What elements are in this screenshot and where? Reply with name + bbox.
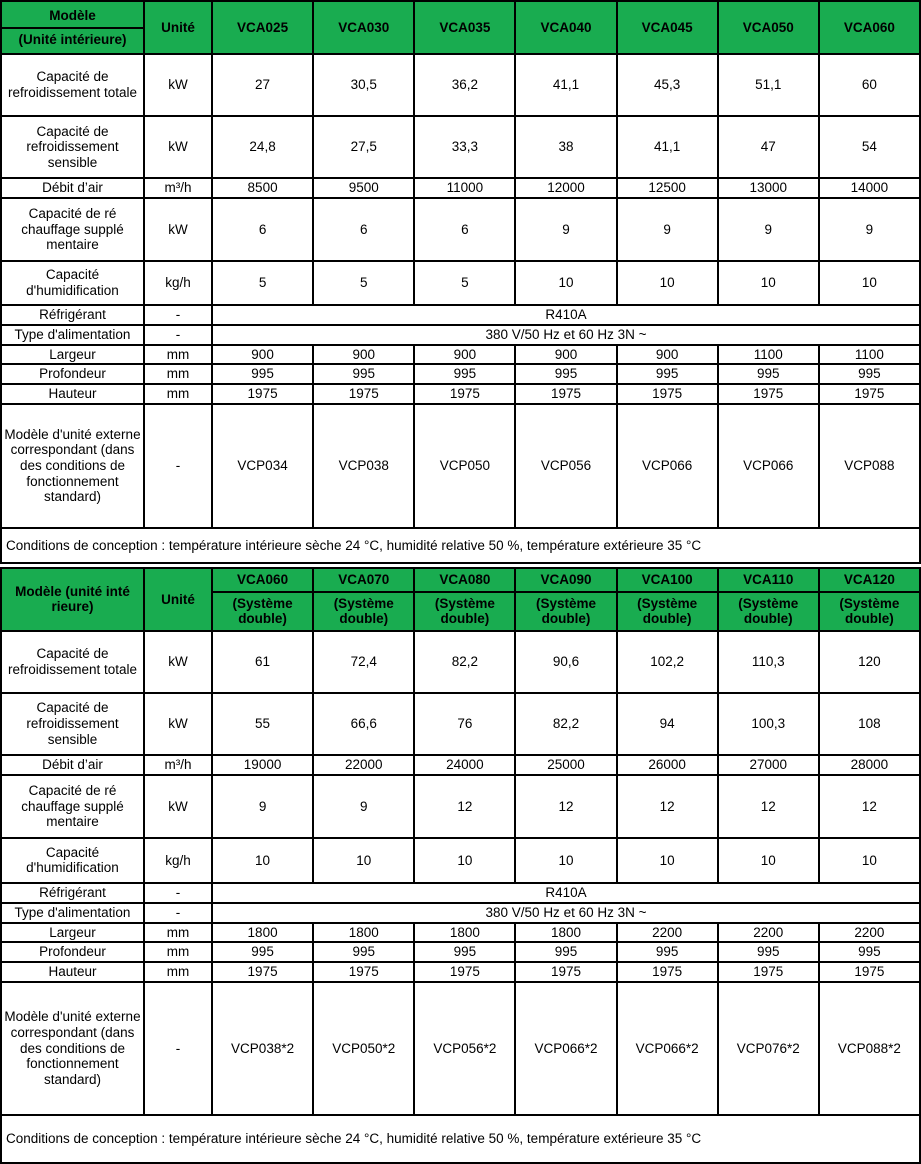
row-unit: - xyxy=(144,305,212,325)
table-row xyxy=(1,838,920,883)
model-column-header: VCA045 xyxy=(617,1,718,54)
cell-value: 9 xyxy=(819,198,920,261)
model-suffix: (Système double) xyxy=(637,595,698,627)
cell-value: 9 xyxy=(515,198,616,261)
cell-value: 10 xyxy=(819,838,920,883)
row-label: Hauteur xyxy=(1,384,144,404)
cell-value: 900 xyxy=(212,345,313,365)
unit-header-cell: Unité xyxy=(144,568,212,631)
cell-value: 1975 xyxy=(414,384,515,404)
row-span-value: 380 V/50 Hz et 60 Hz 3N ~ xyxy=(212,903,920,923)
cell-value: 28000 xyxy=(819,755,920,775)
cell-value: 6 xyxy=(414,198,515,261)
model-name: VCA060 xyxy=(213,570,312,593)
cell-value: 41,1 xyxy=(617,116,718,178)
model-column-header: VCA025 xyxy=(212,1,313,54)
cell-value: 26000 xyxy=(617,755,718,775)
row-label: Largeur xyxy=(1,923,144,943)
table-row xyxy=(1,631,920,693)
cell-value: 9 xyxy=(617,198,718,261)
row-unit: mm xyxy=(144,345,212,365)
cell-value: 900 xyxy=(414,345,515,365)
cell-value: 110,3 xyxy=(718,631,819,693)
cell-value: VCP034 xyxy=(212,404,313,528)
cell-value: 102,2 xyxy=(617,631,718,693)
single-system-spec-table xyxy=(0,0,921,564)
table-row xyxy=(1,404,920,528)
table-row xyxy=(1,364,920,384)
row-span-value: R410A xyxy=(212,883,920,903)
cell-value: 1975 xyxy=(819,384,920,404)
cell-value: 13000 xyxy=(718,178,819,198)
cell-value: 995 xyxy=(819,942,920,962)
cell-value: 1800 xyxy=(313,923,414,943)
row-span-value: 380 V/50 Hz et 60 Hz 3N ~ xyxy=(212,325,920,345)
cell-value: VCP050 xyxy=(414,404,515,528)
row-label: Profondeur xyxy=(1,942,144,962)
cell-value: 10 xyxy=(718,261,819,305)
cell-value: 14000 xyxy=(819,178,920,198)
cell-value: 1975 xyxy=(617,384,718,404)
row-label: Profondeur xyxy=(1,364,144,384)
row-label: Capacité de refroidissement totale xyxy=(1,54,144,116)
model-name: VCA090 xyxy=(516,570,615,593)
cell-value: VCP088*2 xyxy=(819,982,920,1115)
model-header-line1: Modèle xyxy=(2,6,143,29)
cell-value: 108 xyxy=(819,693,920,755)
cell-value: 900 xyxy=(313,345,414,365)
cell-value: 900 xyxy=(617,345,718,365)
cell-value: 12 xyxy=(414,775,515,838)
cell-value: 9 xyxy=(718,198,819,261)
cell-value: 82,2 xyxy=(515,693,616,755)
cell-value: VCP088 xyxy=(819,404,920,528)
row-unit: mm xyxy=(144,364,212,384)
model-name: VCA070 xyxy=(314,570,413,593)
row-unit: kW xyxy=(144,631,212,693)
cell-value: 10 xyxy=(819,261,920,305)
cell-value: 10 xyxy=(212,838,313,883)
row-label: Largeur xyxy=(1,345,144,365)
cell-value: 19000 xyxy=(212,755,313,775)
cell-value: 11000 xyxy=(414,178,515,198)
row-label: Type d'alimentation xyxy=(1,903,144,923)
cell-value: 2200 xyxy=(718,923,819,943)
cell-value: 10 xyxy=(414,838,515,883)
row-label: Réfrigérant xyxy=(1,305,144,325)
cell-value: 33,3 xyxy=(414,116,515,178)
model-column-header xyxy=(313,568,414,631)
table-row xyxy=(1,982,920,1115)
cell-value: 995 xyxy=(819,364,920,384)
model-name: VCA120 xyxy=(820,570,919,593)
cell-value: 54 xyxy=(819,116,920,178)
single-system-table-header xyxy=(1,1,920,54)
cell-value: 10 xyxy=(515,838,616,883)
cell-value: 2200 xyxy=(819,923,920,943)
table-row xyxy=(1,54,920,116)
cell-value: 66,6 xyxy=(313,693,414,755)
cell-value: 995 xyxy=(718,942,819,962)
cell-value: 47 xyxy=(718,116,819,178)
table-row xyxy=(1,883,920,903)
model-name: VCA080 xyxy=(415,570,514,593)
row-unit: kW xyxy=(144,775,212,838)
row-label: Capacité de ré chauffage supplé mentaire xyxy=(1,198,144,261)
cell-value: 1100 xyxy=(819,345,920,365)
cell-value: 1975 xyxy=(515,384,616,404)
table-row xyxy=(1,198,920,261)
model-suffix: (Système double) xyxy=(535,595,597,627)
cell-value: 5 xyxy=(414,261,515,305)
cell-value: 51,1 xyxy=(718,54,819,116)
design-conditions-note: Conditions de conception : température intérieure sèche 24 °C, humidité relative 50 %, température extérieure 35 °C xyxy=(1,1115,920,1163)
row-label: Capacité de ré chauffage supplé mentaire xyxy=(1,775,144,838)
double-system-table-header xyxy=(1,568,920,631)
cell-value: 90,6 xyxy=(515,631,616,693)
table-row xyxy=(1,903,920,923)
row-unit: mm xyxy=(144,384,212,404)
cell-value: 61 xyxy=(212,631,313,693)
cell-value: 10 xyxy=(718,838,819,883)
model-column-header: VCA060 xyxy=(819,1,920,54)
design-conditions-note: Conditions de conception : température intérieure sèche 24 °C, humidité relative 50 %, température extérieure 35 °C xyxy=(1,528,920,563)
cell-value: 27 xyxy=(212,54,313,116)
model-column-header xyxy=(718,568,819,631)
cell-value: 1975 xyxy=(212,962,313,982)
cell-value: 1100 xyxy=(718,345,819,365)
cell-value: 5 xyxy=(313,261,414,305)
row-unit: kW xyxy=(144,116,212,178)
row-label: Capacité de refroidissement sensible xyxy=(1,693,144,755)
table-row xyxy=(1,755,920,775)
cell-value: 1800 xyxy=(515,923,616,943)
model-suffix: (Système double) xyxy=(738,595,799,627)
cell-value: 45,3 xyxy=(617,54,718,116)
cell-value: 1975 xyxy=(212,384,313,404)
cell-value: 5 xyxy=(212,261,313,305)
cell-value: 9500 xyxy=(313,178,414,198)
model-suffix: (Système double) xyxy=(839,595,900,627)
table-row xyxy=(1,261,920,305)
row-unit: m³/h xyxy=(144,755,212,775)
model-suffix: (Système double) xyxy=(434,595,495,627)
row-label: Modèle d'unité externe correspondant (dans des conditions de fonctionnement standard) xyxy=(1,982,144,1115)
model-header-cell xyxy=(1,1,144,54)
cell-value: 1800 xyxy=(212,923,313,943)
cell-value: VCP038*2 xyxy=(212,982,313,1115)
cell-value: VCP066*2 xyxy=(617,982,718,1115)
cell-value: 36,2 xyxy=(414,54,515,116)
row-label: Capacité d'humidification xyxy=(1,261,144,305)
cell-value: VCP066*2 xyxy=(515,982,616,1115)
row-unit: kW xyxy=(144,198,212,261)
row-label: Capacité d'humidification xyxy=(1,838,144,883)
cell-value: 12000 xyxy=(515,178,616,198)
cell-value: 995 xyxy=(515,942,616,962)
row-span-value: R410A xyxy=(212,305,920,325)
cell-value: 995 xyxy=(414,364,515,384)
cell-value: VCP050*2 xyxy=(313,982,414,1115)
cell-value: 38 xyxy=(515,116,616,178)
row-unit: m³/h xyxy=(144,178,212,198)
row-label: Réfrigérant xyxy=(1,883,144,903)
row-unit: kW xyxy=(144,693,212,755)
cell-value: 1975 xyxy=(414,962,515,982)
cell-value: 72,4 xyxy=(313,631,414,693)
model-header-cell: Modèle (unité inté rieure) xyxy=(1,568,144,631)
cell-value: 900 xyxy=(515,345,616,365)
row-unit: - xyxy=(144,325,212,345)
model-column-header xyxy=(819,568,920,631)
cell-value: 100,3 xyxy=(718,693,819,755)
row-unit: - xyxy=(144,404,212,528)
cell-value: 10 xyxy=(313,838,414,883)
cell-value: 995 xyxy=(212,942,313,962)
model-column-header: VCA040 xyxy=(515,1,616,54)
cell-value: 9 xyxy=(313,775,414,838)
cell-value: 27,5 xyxy=(313,116,414,178)
cell-value: 30,5 xyxy=(313,54,414,116)
cell-value: 995 xyxy=(515,364,616,384)
row-unit: - xyxy=(144,883,212,903)
model-column-header xyxy=(212,568,313,631)
cell-value: 22000 xyxy=(313,755,414,775)
cell-value: 55 xyxy=(212,693,313,755)
cell-value: 12 xyxy=(617,775,718,838)
cell-value: 10 xyxy=(617,838,718,883)
cell-value: 24,8 xyxy=(212,116,313,178)
table-row xyxy=(1,942,920,962)
table-row xyxy=(1,305,920,325)
table-row xyxy=(1,693,920,755)
table-row xyxy=(1,962,920,982)
cell-value: 8500 xyxy=(212,178,313,198)
cell-value: 995 xyxy=(212,364,313,384)
row-label: Hauteur xyxy=(1,962,144,982)
cell-value: 27000 xyxy=(718,755,819,775)
cell-value: 995 xyxy=(617,942,718,962)
cell-value: 1975 xyxy=(718,384,819,404)
table-row xyxy=(1,116,920,178)
row-unit: - xyxy=(144,982,212,1115)
cell-value: 120 xyxy=(819,631,920,693)
cell-value: 1975 xyxy=(617,962,718,982)
cell-value: 995 xyxy=(414,942,515,962)
cell-value: VCP066 xyxy=(617,404,718,528)
cell-value: 60 xyxy=(819,54,920,116)
design-conditions-row xyxy=(1,1115,920,1163)
cell-value: 995 xyxy=(313,364,414,384)
cell-value: 94 xyxy=(617,693,718,755)
model-column-header xyxy=(617,568,718,631)
cell-value: 76 xyxy=(414,693,515,755)
double-system-spec-table xyxy=(0,567,921,1164)
table-row xyxy=(1,178,920,198)
cell-value: 1975 xyxy=(313,384,414,404)
table-row xyxy=(1,775,920,838)
cell-value: 12500 xyxy=(617,178,718,198)
row-unit: mm xyxy=(144,923,212,943)
model-header-line2: (Unité intérieure) xyxy=(18,31,127,47)
cell-value: VCP038 xyxy=(313,404,414,528)
cell-value: VCP076*2 xyxy=(718,982,819,1115)
table-row xyxy=(1,345,920,365)
cell-value: 24000 xyxy=(414,755,515,775)
model-column-header xyxy=(414,568,515,631)
model-column-header: VCA030 xyxy=(313,1,414,54)
unit-header-cell: Unité xyxy=(144,1,212,54)
cell-value: 1975 xyxy=(718,962,819,982)
table-row xyxy=(1,384,920,404)
model-name: VCA110 xyxy=(719,570,818,593)
row-unit: - xyxy=(144,903,212,923)
cell-value: 1975 xyxy=(515,962,616,982)
model-column-header xyxy=(515,568,616,631)
cell-value: 1975 xyxy=(819,962,920,982)
row-label: Modèle d'unité externe correspondant (dans des conditions de fonctionnement standard) xyxy=(1,404,144,528)
double-system-table-body xyxy=(1,631,920,1115)
row-unit: mm xyxy=(144,942,212,962)
cell-value: 12 xyxy=(819,775,920,838)
model-suffix: (Système double) xyxy=(232,595,293,627)
cell-value: 12 xyxy=(718,775,819,838)
table-row xyxy=(1,923,920,943)
cell-value: 41,1 xyxy=(515,54,616,116)
row-unit: mm xyxy=(144,962,212,982)
cell-value: 82,2 xyxy=(414,631,515,693)
cell-value: VCP056*2 xyxy=(414,982,515,1115)
cell-value: 995 xyxy=(617,364,718,384)
row-unit: kg/h xyxy=(144,261,212,305)
cell-value: 6 xyxy=(212,198,313,261)
cell-value: VCP066 xyxy=(718,404,819,528)
row-unit: kg/h xyxy=(144,838,212,883)
cell-value: 9 xyxy=(212,775,313,838)
header-row xyxy=(1,568,920,631)
design-conditions-row xyxy=(1,528,920,563)
model-name: VCA100 xyxy=(618,570,717,593)
row-label: Capacité de refroidissement sensible xyxy=(1,116,144,178)
row-label: Type d'alimentation xyxy=(1,325,144,345)
row-label: Débit d’air xyxy=(1,755,144,775)
cell-value: 1800 xyxy=(414,923,515,943)
cell-value: 10 xyxy=(515,261,616,305)
cell-value: 12 xyxy=(515,775,616,838)
cell-value: 6 xyxy=(313,198,414,261)
model-column-header: VCA035 xyxy=(414,1,515,54)
cell-value: VCP056 xyxy=(515,404,616,528)
cell-value: 1975 xyxy=(313,962,414,982)
row-label: Débit d’air xyxy=(1,178,144,198)
cell-value: 10 xyxy=(617,261,718,305)
single-system-table-body xyxy=(1,54,920,528)
cell-value: 995 xyxy=(313,942,414,962)
table-row xyxy=(1,325,920,345)
model-column-header: VCA050 xyxy=(718,1,819,54)
row-unit: kW xyxy=(144,54,212,116)
cell-value: 995 xyxy=(718,364,819,384)
cell-value: 25000 xyxy=(515,755,616,775)
row-label: Capacité de refroidissement totale xyxy=(1,631,144,693)
model-suffix: (Système double) xyxy=(333,595,394,627)
cell-value: 2200 xyxy=(617,923,718,943)
header-row xyxy=(1,1,920,54)
